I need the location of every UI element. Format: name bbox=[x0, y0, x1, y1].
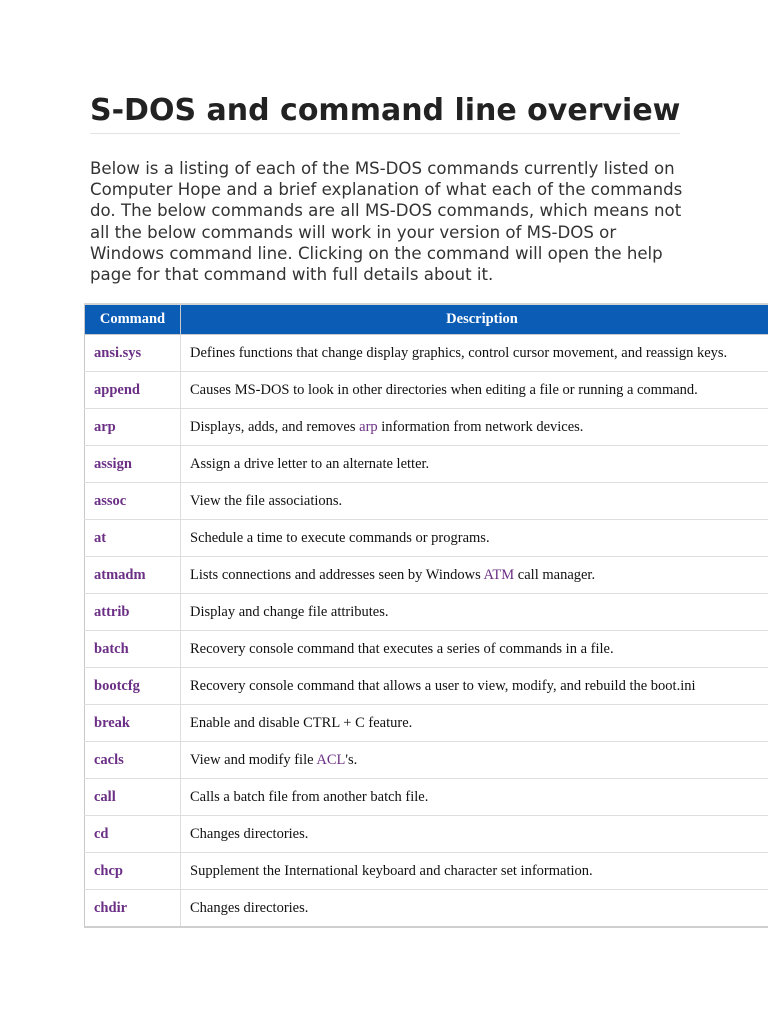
command-description bbox=[181, 335, 768, 372]
commands-table bbox=[84, 303, 768, 928]
description-text-after: information from network devices. bbox=[377, 418, 584, 435]
command-link[interactable]: bootcfg bbox=[85, 668, 181, 705]
description-text: Display and change file attributes. bbox=[190, 603, 389, 620]
table-row bbox=[85, 409, 768, 446]
description-text: Recovery console command that executes a series of commands in a file. bbox=[190, 640, 614, 657]
description-link[interactable]: ACL bbox=[316, 751, 346, 768]
command-description bbox=[181, 816, 768, 853]
command-link[interactable]: attrib bbox=[85, 594, 181, 631]
column-header-description: Description bbox=[181, 304, 768, 335]
command-link[interactable]: chcp bbox=[85, 853, 181, 890]
description-text: Defines functions that change display graphics, control cursor movement, and reassign keys. bbox=[190, 344, 728, 361]
description-text-after: 's. bbox=[345, 751, 358, 768]
command-link[interactable]: cacls bbox=[85, 742, 181, 779]
command-link[interactable]: ansi.sys bbox=[85, 335, 181, 372]
command-link[interactable]: assign bbox=[85, 446, 181, 483]
command-description bbox=[181, 742, 768, 779]
command-description bbox=[181, 409, 768, 446]
table-row bbox=[85, 779, 768, 816]
description-text: View and modify file bbox=[190, 751, 317, 768]
table-row bbox=[85, 483, 768, 520]
description-text: View the file associations. bbox=[190, 492, 343, 509]
description-text: Changes directories. bbox=[190, 825, 309, 842]
command-link[interactable]: batch bbox=[85, 631, 181, 668]
description-text: Calls a batch file from another batch file. bbox=[190, 788, 429, 805]
intro-paragraph: Below is a listing of each of the MS-DOS commands currently listed on Computer Hope and a brief explanation of what each of the commands do. The below commands are all MS-DOS commands, which means not all the below commands will work in your version of MS-DOS or Windows command line. Clicking on the command will open the help page for that command with full details about it. bbox=[90, 159, 683, 285]
command-link[interactable]: cd bbox=[85, 816, 181, 853]
command-description bbox=[181, 557, 768, 594]
table-row bbox=[85, 594, 768, 631]
command-description bbox=[181, 372, 768, 409]
description-text: Schedule a time to execute commands or programs. bbox=[190, 529, 490, 546]
table-row bbox=[85, 520, 768, 557]
table-row bbox=[85, 705, 768, 742]
description-text: Lists connections and addresses seen by Windows bbox=[190, 566, 484, 583]
description-link[interactable]: ATM bbox=[483, 566, 515, 583]
command-description bbox=[181, 483, 768, 520]
table-row bbox=[85, 446, 768, 483]
description-text: Assign a drive letter to an alternate letter. bbox=[190, 455, 430, 472]
command-description bbox=[181, 890, 768, 928]
command-link[interactable]: break bbox=[85, 705, 181, 742]
description-text: Recovery console command that allows a user to view, modify, and rebuild the boot.ini bbox=[190, 677, 696, 694]
description-link[interactable]: arp bbox=[359, 418, 378, 435]
command-description bbox=[181, 631, 768, 668]
table-header-row bbox=[85, 304, 768, 335]
table-row bbox=[85, 816, 768, 853]
command-link[interactable]: append bbox=[85, 372, 181, 409]
table-row bbox=[85, 890, 768, 928]
command-link[interactable]: at bbox=[85, 520, 181, 557]
table-row bbox=[85, 557, 768, 594]
description-text: Changes directories. bbox=[190, 899, 309, 916]
command-link[interactable]: atmadm bbox=[85, 557, 181, 594]
command-description bbox=[181, 853, 768, 890]
page-title: S-DOS and command line overview bbox=[90, 89, 680, 134]
command-description bbox=[181, 446, 768, 483]
command-description bbox=[181, 705, 768, 742]
table-row bbox=[85, 631, 768, 668]
command-description bbox=[181, 520, 768, 557]
command-link[interactable]: assoc bbox=[85, 483, 181, 520]
commands-table-body bbox=[85, 335, 768, 928]
table-row bbox=[85, 335, 768, 372]
table-row bbox=[85, 372, 768, 409]
table-row bbox=[85, 853, 768, 890]
description-text: Supplement the International keyboard and character set information. bbox=[190, 862, 593, 879]
command-link[interactable]: call bbox=[85, 779, 181, 816]
column-header-command: Command bbox=[85, 304, 181, 335]
command-description bbox=[181, 594, 768, 631]
command-description bbox=[181, 779, 768, 816]
command-link[interactable]: arp bbox=[85, 409, 181, 446]
command-link[interactable]: chdir bbox=[85, 890, 181, 928]
table-row bbox=[85, 742, 768, 779]
command-description bbox=[181, 668, 768, 705]
description-text-after: call manager. bbox=[514, 566, 596, 583]
description-text: Causes MS-DOS to look in other directories when editing a file or running a command. bbox=[190, 381, 698, 398]
table-row bbox=[85, 668, 768, 705]
description-text: Enable and disable CTRL + C feature. bbox=[190, 714, 413, 731]
description-text: Displays, adds, and removes bbox=[190, 418, 360, 435]
